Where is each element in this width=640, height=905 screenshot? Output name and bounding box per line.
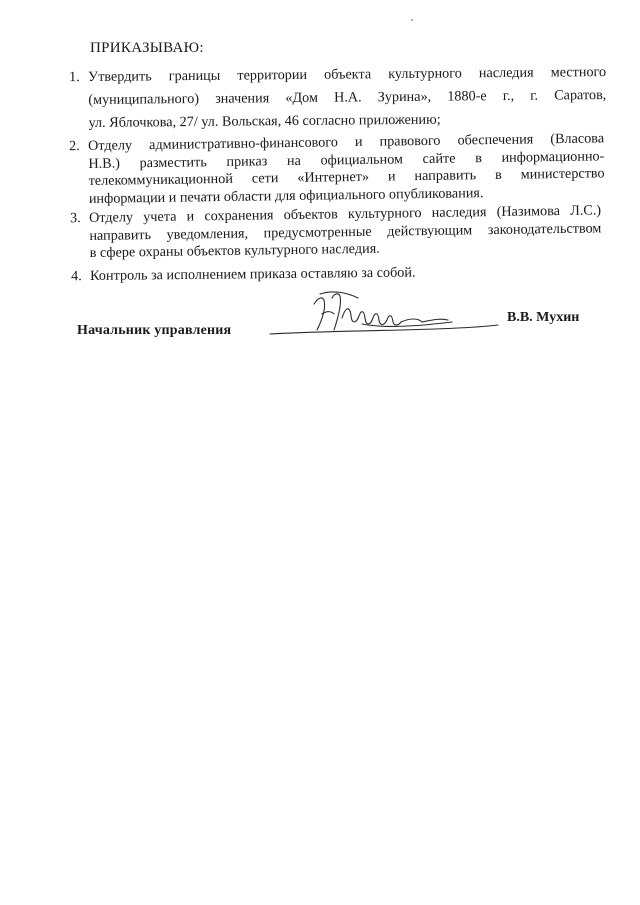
item-line: Н.В.) разместить приказ на официальном сайте в информационно-: [88, 147, 605, 172]
signature-icon: [262, 284, 502, 344]
item-number: 4.: [71, 268, 82, 285]
order-item-1: [69, 61, 607, 135]
scan-speck: [411, 19, 413, 21]
item-line: телекоммуникационной сети «Интернет» и направить в министерство: [88, 165, 605, 189]
item-number: 2.: [69, 138, 80, 155]
order-item-3: [70, 202, 602, 262]
signatory-position: Начальник управления: [77, 323, 232, 338]
item-line: Отделу административно-финансового и правового обеспечения (Власова: [88, 130, 605, 154]
item-line: информации и печати области для официального опубликования.: [88, 184, 484, 207]
order-item-2: [69, 130, 605, 208]
item-line: (муниципального) значения «Дом Н.А. Зурина», 1880-е г., г. Саратов,: [88, 87, 607, 108]
item-line: направить уведомления, предусмотренные действующим законодательством: [89, 219, 602, 244]
signatory-name: В.В. Мухин: [507, 310, 580, 325]
item-line: в сфере охраны объектов культурного наследия.: [89, 240, 380, 261]
item-line: Отделу учета и сохранения объектов культурного наследия (Назимова Л.С.): [89, 202, 602, 226]
item-number: 1.: [69, 69, 80, 86]
item-line: Контроль за исполнением приказа оставляю за собой.: [90, 264, 416, 284]
item-line: Утвердить границы территории объекта культурного наследия местного: [88, 64, 607, 85]
item-line: ул. Яблочкова, 27/ ул. Вольская, 46 согласно приложению;: [88, 111, 441, 131]
item-number: 3.: [70, 210, 81, 227]
order-heading: ПРИКАЗЫВАЮ:: [90, 40, 204, 56]
